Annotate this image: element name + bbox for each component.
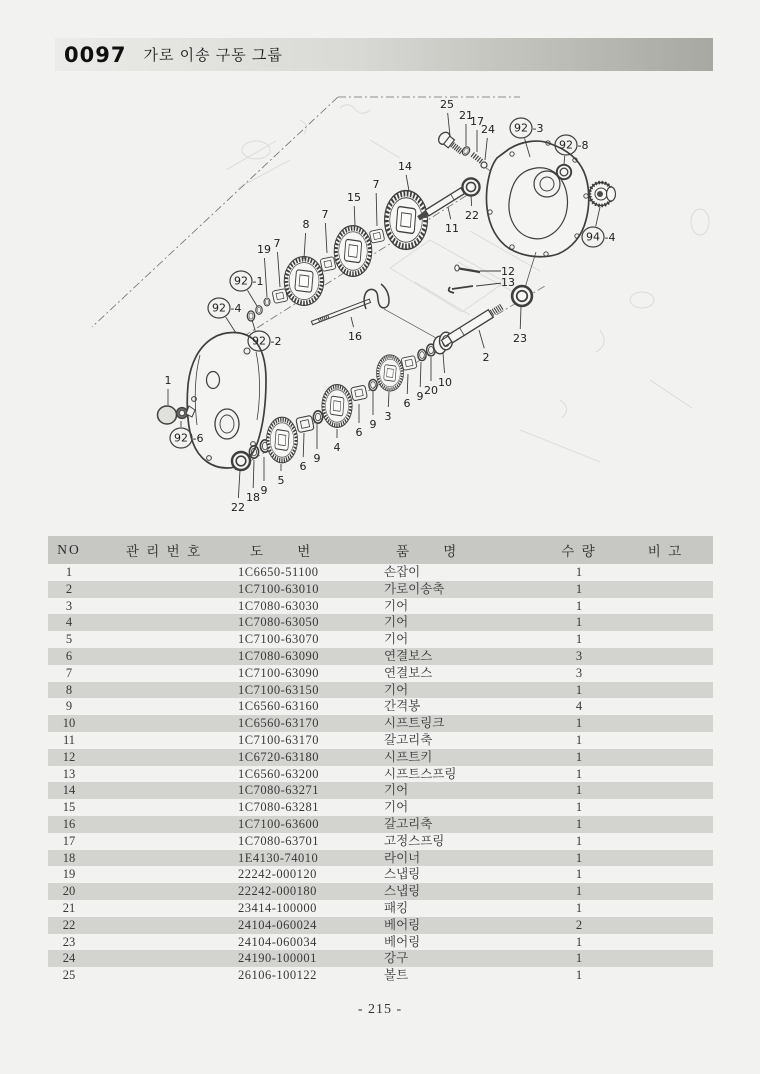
cell-note (618, 917, 713, 934)
svg-text:23: 23 (513, 332, 527, 345)
svg-text:10: 10 (438, 376, 452, 389)
cell-qty: 1 (575, 732, 583, 747)
cell-dwg: 23414-100000 (238, 900, 317, 915)
cell-mgmt (90, 816, 238, 833)
cell-name: 베어링 (384, 934, 421, 949)
table-row (48, 581, 713, 598)
snap-ring-19 (264, 298, 270, 306)
cell-mgmt (90, 850, 238, 867)
cell-no: 3 (65, 598, 73, 613)
cell-note (618, 866, 713, 883)
gear-15 (334, 226, 372, 277)
cell-qty: 1 (575, 951, 583, 966)
cell-name: 기어 (384, 682, 409, 697)
cell-name: 시프트스프링 (384, 766, 457, 781)
cell-note (618, 698, 713, 715)
cell-mgmt (90, 564, 238, 581)
svg-text:2: 2 (482, 351, 490, 364)
table-row (48, 833, 713, 850)
cell-name: 볼트 (384, 968, 409, 983)
col-header-dwg: 도 번 (238, 536, 384, 564)
cell-note (618, 581, 713, 598)
cell-mgmt (90, 715, 238, 732)
svg-text:9: 9 (313, 452, 321, 465)
cell-note (618, 715, 713, 732)
bearing-92-8 (557, 165, 571, 179)
cell-note (618, 782, 713, 799)
bearing-22b (462, 178, 479, 195)
table-row (48, 850, 713, 867)
callout-8 (303, 218, 310, 259)
cell-dwg: 1C6560-63160 (238, 699, 319, 714)
svg-text:17: 17 (470, 115, 484, 128)
svg-text:6: 6 (299, 460, 307, 473)
washer-21 (461, 145, 471, 156)
svg-text:94: 94 (586, 230, 600, 244)
cell-note (618, 732, 713, 749)
col-header-note: 비 고 (618, 536, 713, 564)
cell-mgmt (90, 934, 238, 951)
shift-rod-16 (311, 284, 438, 339)
cell-dwg: 26106-100122 (238, 968, 317, 983)
cell-note (618, 665, 713, 682)
table-header-row (48, 536, 713, 564)
callout-92-2 (248, 320, 281, 351)
cell-no: 21 (62, 900, 76, 915)
svg-text:92: 92 (252, 334, 266, 348)
cell-mgmt (90, 766, 238, 783)
cell-qty: 1 (575, 968, 583, 983)
cell-name: 고정스프링 (384, 833, 445, 848)
callout-6 (300, 433, 307, 473)
cell-name: 기어 (384, 615, 409, 630)
cell-qty: 1 (575, 816, 583, 831)
svg-text:13: 13 (501, 276, 515, 289)
cell-no: 9 (65, 699, 73, 714)
cell-dwg: 1C6560-63200 (238, 766, 319, 781)
gear-4 (322, 385, 352, 428)
svg-text:6: 6 (403, 397, 411, 410)
callout-15 (347, 191, 361, 226)
cell-mgmt (90, 782, 238, 799)
cell-name: 갈고리축 (384, 816, 433, 831)
cell-dwg: 22242-000120 (238, 867, 317, 882)
cell-mgmt (90, 950, 238, 967)
callout-10 (438, 353, 452, 389)
cell-name: 기어 (384, 783, 409, 798)
cell-qty: 1 (575, 716, 583, 731)
callout-9 (261, 457, 268, 497)
callout-92-4 (208, 298, 241, 333)
cell-dwg: 24104-060034 (238, 934, 317, 949)
cell-no: 2 (65, 581, 73, 596)
table-row (48, 682, 713, 699)
cell-dwg: 1C7100-63600 (238, 816, 319, 831)
cell-name: 기어 (384, 598, 409, 613)
col-header-qty: 수 량 (540, 536, 618, 564)
cell-qty: 1 (575, 884, 583, 899)
cell-dwg: 1C7080-63050 (238, 615, 319, 630)
svg-text:5: 5 (277, 474, 285, 487)
svg-text:-4: -4 (604, 231, 616, 244)
cell-qty: 1 (575, 934, 583, 949)
callout-20 (424, 357, 438, 397)
svg-text:92: 92 (212, 301, 226, 315)
cell-mgmt (90, 866, 238, 883)
svg-text:8: 8 (302, 218, 310, 231)
svg-text:4: 4 (333, 441, 341, 454)
svg-text:7: 7 (321, 208, 329, 221)
cell-qty: 3 (575, 648, 583, 663)
svg-text:92: 92 (174, 431, 188, 445)
svg-text:9: 9 (369, 418, 377, 431)
svg-text:20: 20 (424, 384, 438, 397)
cell-qty: 1 (575, 800, 583, 815)
cell-name: 손잡이 (384, 565, 421, 579)
callout-9 (370, 391, 377, 431)
cell-no: 5 (65, 632, 73, 647)
callout-24 (481, 123, 495, 160)
table-row (48, 950, 713, 967)
cell-mgmt (90, 614, 238, 631)
table-row (48, 917, 713, 934)
cell-no: 10 (62, 716, 76, 731)
cell-note (618, 614, 713, 631)
table-row (48, 564, 713, 581)
cell-no: 24 (62, 951, 76, 966)
cell-qty: 1 (575, 783, 583, 798)
callout-7 (373, 178, 380, 226)
svg-text:-4: -4 (230, 302, 242, 315)
cell-note (618, 682, 713, 699)
cell-note (618, 749, 713, 766)
cell-name: 갈고리축 (384, 732, 433, 747)
callout-7 (322, 208, 329, 253)
svg-text:16: 16 (348, 330, 362, 343)
cell-note (618, 564, 713, 581)
shift-fork (364, 284, 389, 309)
table-row (48, 782, 713, 799)
cell-mgmt (90, 598, 238, 615)
gear-5 (266, 417, 297, 463)
cell-name: 베어링 (384, 917, 421, 932)
table-row (48, 883, 713, 900)
cell-no: 19 (62, 867, 76, 882)
callout-16 (348, 317, 362, 343)
cell-dwg: 1C7100-63150 (238, 682, 319, 697)
svg-text:24: 24 (481, 123, 495, 136)
callout-11 (445, 207, 459, 235)
table-row (48, 900, 713, 917)
cell-no: 13 (62, 766, 76, 781)
table-row (48, 598, 713, 615)
table-row (48, 967, 713, 984)
cell-dwg: 1C6720-63180 (238, 749, 319, 764)
callout-2 (479, 330, 490, 364)
table-row (48, 766, 713, 783)
callout-6 (404, 374, 411, 410)
svg-text:9: 9 (260, 484, 268, 497)
callout-9 (314, 424, 321, 465)
cell-dwg: 1C7100-63070 (238, 632, 319, 647)
cell-qty: 1 (575, 682, 583, 697)
cell-no: 18 (62, 850, 76, 865)
svg-text:-8: -8 (577, 139, 589, 152)
cell-dwg: 1C7080-63271 (238, 783, 319, 798)
cell-qty: 1 (575, 749, 583, 764)
cell-note (618, 631, 713, 648)
callout-7 (274, 237, 281, 287)
cell-mgmt (90, 967, 238, 984)
spring-17 (472, 154, 481, 161)
cell-qty: 1 (575, 598, 583, 613)
boss-7c (369, 229, 384, 243)
cell-note (618, 799, 713, 816)
cell-note (618, 833, 713, 850)
callout-22 (465, 195, 479, 222)
cell-no: 11 (62, 732, 76, 747)
cell-qty: 1 (575, 632, 583, 647)
gear-14 (385, 191, 428, 250)
lower-gear-train (232, 286, 532, 470)
cell-no: 23 (62, 934, 76, 949)
cell-dwg: 1C7080-63281 (238, 800, 319, 815)
callout-25 (440, 98, 454, 136)
cell-mgmt (90, 581, 238, 598)
table-row (48, 698, 713, 715)
col-header-mgmt: 관 리 번 호 (90, 536, 238, 564)
svg-text:1: 1 (164, 374, 172, 387)
cell-dwg: 24190-100001 (238, 951, 317, 966)
col-header-no: NO (48, 536, 90, 564)
cell-no: 4 (65, 615, 73, 630)
cell-mgmt (90, 732, 238, 749)
cell-qty: 2 (575, 917, 583, 932)
cell-no: 6 (65, 648, 73, 663)
callout-5 (278, 464, 285, 487)
svg-text:7: 7 (372, 178, 380, 191)
cell-mgmt (90, 665, 238, 682)
cell-qty: 1 (575, 833, 583, 848)
svg-text:6: 6 (355, 426, 363, 439)
cell-note (618, 850, 713, 867)
gear-8 (284, 257, 324, 306)
cell-dwg: 22242-000180 (238, 884, 317, 899)
cell-note (618, 816, 713, 833)
callout-1 (165, 374, 172, 405)
cell-no: 25 (62, 968, 76, 983)
cell-note (618, 967, 713, 984)
cell-note (618, 766, 713, 783)
svg-text:-6: -6 (192, 432, 204, 445)
ball-24 (481, 162, 487, 168)
cell-note (618, 900, 713, 917)
cell-name: 연결보스 (384, 648, 433, 663)
cell-note (618, 950, 713, 967)
cell-name: 시프트키 (384, 749, 433, 764)
cell-mgmt (90, 900, 238, 917)
cell-mgmt (90, 648, 238, 665)
cell-name: 스냅링 (384, 867, 421, 882)
cell-mgmt (90, 631, 238, 648)
cell-no: 17 (62, 833, 76, 848)
washer-9d (418, 349, 426, 360)
section-code: 0097 (64, 42, 127, 67)
cell-dwg: 1C7100-63010 (238, 581, 319, 596)
cell-name: 라이너 (384, 850, 421, 865)
svg-text:22: 22 (465, 209, 479, 222)
feed-shaft-2 (441, 302, 505, 347)
cell-note (618, 648, 713, 665)
cell-no: 15 (62, 800, 76, 815)
table-row (48, 665, 713, 682)
svg-text:9: 9 (416, 390, 424, 403)
table-row (48, 934, 713, 951)
cell-qty: 1 (575, 850, 583, 865)
cell-name: 강구 (384, 951, 409, 966)
table-row (48, 816, 713, 833)
cell-dwg: 24104-060024 (238, 917, 317, 932)
svg-text:12: 12 (501, 265, 515, 278)
cell-qty: 1 (575, 867, 583, 882)
cell-mgmt (90, 749, 238, 766)
table-row (48, 631, 713, 648)
table-row (48, 715, 713, 732)
bearing-23 (512, 286, 532, 306)
table-row (48, 648, 713, 665)
callout-92-1 (230, 271, 263, 306)
section-header-bar (55, 38, 713, 71)
cell-no: 7 (65, 665, 73, 680)
shift-spring-13 (449, 286, 473, 293)
svg-text:92: 92 (514, 121, 528, 135)
left-housing-cover (187, 333, 266, 469)
cell-note (618, 883, 713, 900)
cell-qty: 3 (575, 665, 583, 680)
cell-mgmt (90, 698, 238, 715)
table-row (48, 749, 713, 766)
cell-no: 14 (62, 783, 76, 798)
cell-mgmt (90, 833, 238, 850)
boss-gear-94-4 (590, 183, 616, 206)
cell-name: 간격봉 (384, 699, 421, 714)
cell-dwg: 1C7100-63170 (238, 732, 319, 747)
callout-23 (513, 307, 527, 345)
svg-text:18: 18 (246, 491, 260, 504)
cell-name: 가로이송축 (384, 581, 445, 596)
svg-text:14: 14 (398, 160, 412, 173)
cell-dwg: 1C6650-51100 (238, 565, 319, 579)
cell-name: 스냅링 (384, 884, 421, 899)
cell-no: 16 (62, 816, 76, 831)
svg-text:19: 19 (257, 243, 271, 256)
cell-dwg: 1C7080-63701 (238, 833, 319, 848)
cell-dwg: 1C6560-63170 (238, 716, 319, 731)
gear-3 (376, 355, 403, 391)
svg-text:25: 25 (440, 98, 454, 111)
cell-no: 8 (65, 682, 73, 697)
svg-text:92: 92 (234, 274, 248, 288)
cell-qty: 4 (575, 699, 583, 714)
parts-table-body (48, 564, 713, 984)
cell-no: 20 (62, 884, 76, 899)
svg-text:-3: -3 (532, 122, 544, 135)
cell-dwg: 1C7080-63090 (238, 648, 319, 663)
svg-text:92: 92 (559, 138, 573, 152)
cell-qty: 1 (575, 581, 583, 596)
cell-mgmt (90, 917, 238, 934)
cell-name: 시프트링크 (384, 716, 445, 731)
table-row (48, 732, 713, 749)
cell-qty: 1 (575, 900, 583, 915)
svg-text:11: 11 (445, 222, 459, 235)
cell-no: 22 (62, 917, 76, 932)
table-row (48, 614, 713, 631)
svg-text:-1: -1 (252, 275, 264, 288)
cell-dwg: 1C7080-63030 (238, 598, 319, 613)
cell-no: 1 (65, 565, 73, 579)
washer-9c (369, 379, 377, 390)
boss-6a (296, 415, 314, 432)
cell-name: 연결보스 (384, 665, 433, 680)
callout-4 (334, 429, 341, 454)
svg-text:-2: -2 (270, 335, 282, 348)
cell-mgmt (90, 799, 238, 816)
table-row (48, 799, 713, 816)
boss-6b (351, 385, 368, 401)
svg-text:21: 21 (459, 109, 473, 122)
cell-mgmt (90, 883, 238, 900)
callout-22 (231, 470, 245, 514)
callout-6 (356, 404, 363, 439)
washer-92-2 (247, 311, 254, 321)
cell-mgmt (90, 682, 238, 699)
svg-text:7: 7 (273, 237, 281, 250)
bearing-22a (232, 452, 250, 470)
cell-dwg: 1C7100-63090 (238, 665, 319, 680)
washer-9b (313, 411, 322, 423)
col-header-name: 품 명 (384, 536, 540, 564)
cell-note (618, 934, 713, 951)
cell-qty: 1 (575, 766, 583, 781)
svg-text:3: 3 (384, 410, 392, 423)
callout-19 (257, 243, 271, 297)
cell-qty: 1 (575, 615, 583, 630)
cell-qty: 1 (575, 565, 583, 579)
boss-7b (320, 257, 336, 272)
cell-name: 기어 (384, 800, 409, 815)
boss-6c (401, 356, 417, 371)
exploded-parts-diagram (0, 85, 760, 535)
section-title: 가로 이송 구동 그룹 (143, 47, 283, 64)
upper-gear-train (272, 178, 480, 305)
parts-table (48, 536, 713, 984)
svg-text:22: 22 (231, 501, 245, 514)
cell-name: 기어 (384, 632, 409, 647)
callout-3 (385, 392, 392, 423)
callout-9 (417, 362, 424, 403)
cell-dwg: 1E4130-74010 (238, 850, 319, 865)
washer-92-1 (256, 306, 262, 315)
cell-no: 12 (62, 749, 76, 764)
table-row (48, 866, 713, 883)
cell-note (618, 598, 713, 615)
callout-14 (398, 160, 412, 191)
svg-text:15: 15 (347, 191, 361, 204)
cell-name: 패킹 (384, 900, 409, 915)
page-number: - 215 - (357, 1002, 403, 1017)
